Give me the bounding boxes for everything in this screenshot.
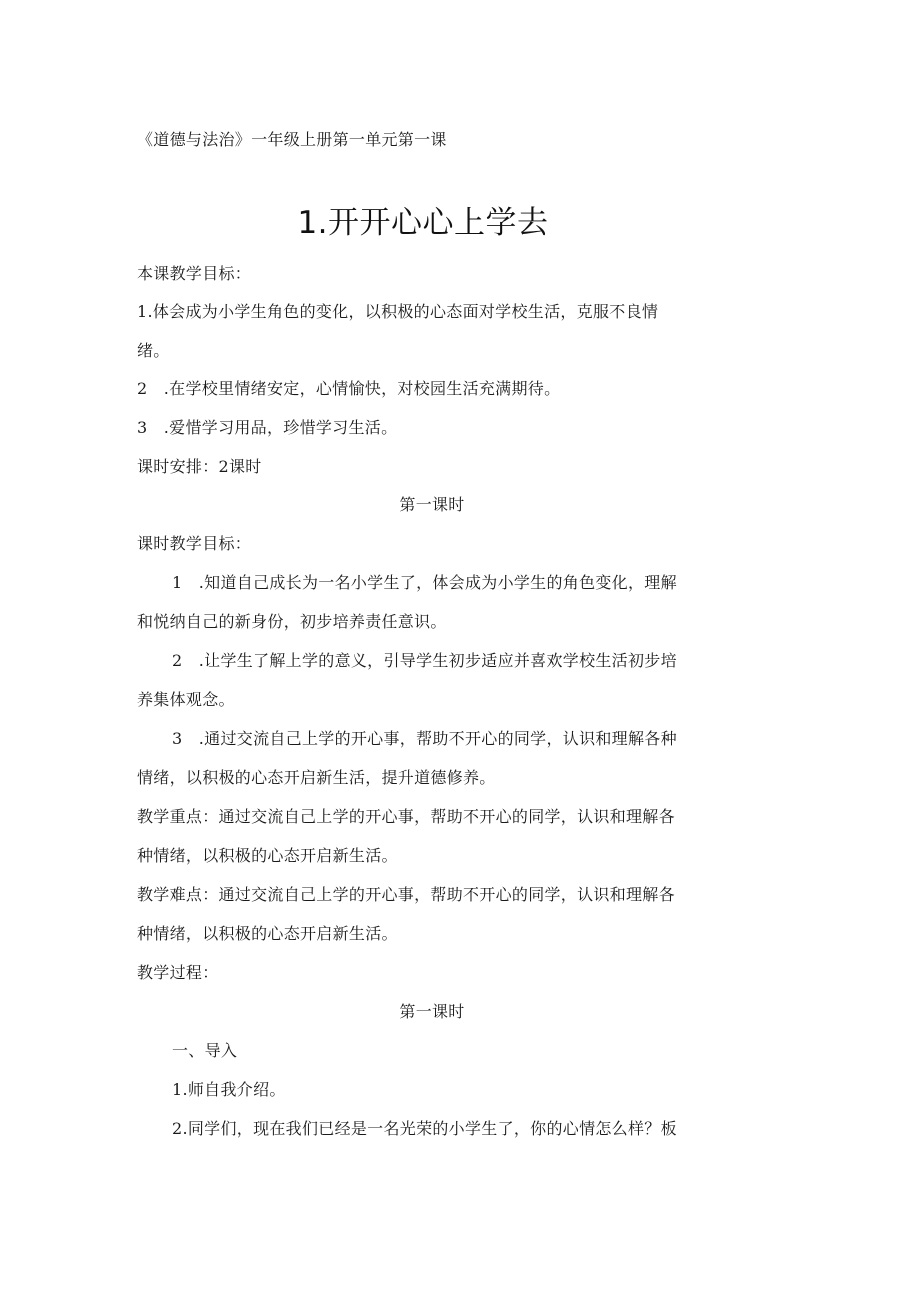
lesson-goal-1-line-2: 和悦纳自己的新身份，初步培养责任意识。: [137, 612, 447, 631]
process-step-2: 2.同学们，现在我们已经是一名光荣的小学生了，你的心情怎么样？板: [172, 1119, 677, 1138]
lesson-goal-1-line-1: 1 .知道自己成长为一名小学生了，体会成为小学生的角色变化，理解: [172, 573, 677, 592]
process-lesson-heading: 第一课时: [399, 1002, 465, 1021]
goals-heading: 本课教学目标：: [137, 264, 252, 283]
section-1-heading: 一、导入: [172, 1041, 238, 1060]
lesson-goals-heading: 课时教学目标：: [137, 534, 252, 553]
key-point-line-1: 教学重点：通过交流自己上学的开心事，帮助不开心的同学，认识和理解各: [137, 807, 675, 826]
course-line: 《道德与法治》一年级上册第一单元第一课: [137, 130, 447, 149]
lesson-goal-2-line-1: 2 .让学生了解上学的意义，引导学生初步适应并喜欢学校生活初步培: [172, 651, 677, 670]
lesson-goal-2-line-2: 养集体观念。: [137, 690, 235, 709]
goal-item-1-line-2: 绪。: [137, 341, 170, 360]
goal-item-3: 3 .爱惜学习用品，珍惜学习生活。: [137, 418, 398, 437]
lesson-1-heading: 第一课时: [399, 495, 465, 514]
lesson-goal-3-line-2: 情绪，以积极的心态开启新生活，提升道德修养。: [137, 768, 496, 787]
lesson-goal-3-line-1: 3 .通过交流自己上学的开心事，帮助不开心的同学，认识和理解各种: [172, 729, 677, 748]
difficulty-line-2: 种情绪，以积极的心态开启新生活。: [137, 924, 398, 943]
goal-item-2: 2 .在学校里情绪安定，心情愉快，对校园生活充满期待。: [137, 379, 561, 398]
key-point-line-2: 种情绪，以积极的心态开启新生活。: [137, 846, 398, 865]
page-title: 1.开开心心上学去: [297, 205, 549, 241]
goal-item-1-line-1: 1.体会成为小学生角色的变化，以积极的心态面对学校生活，克服不良情: [137, 302, 659, 321]
process-heading: 教学过程：: [137, 963, 219, 982]
process-step-1: 1.师自我介绍。: [172, 1080, 286, 1099]
schedule-text: 课时安排：2课时: [137, 457, 262, 476]
difficulty-line-1: 教学难点：通过交流自己上学的开心事，帮助不开心的同学，认识和理解各: [137, 885, 675, 904]
